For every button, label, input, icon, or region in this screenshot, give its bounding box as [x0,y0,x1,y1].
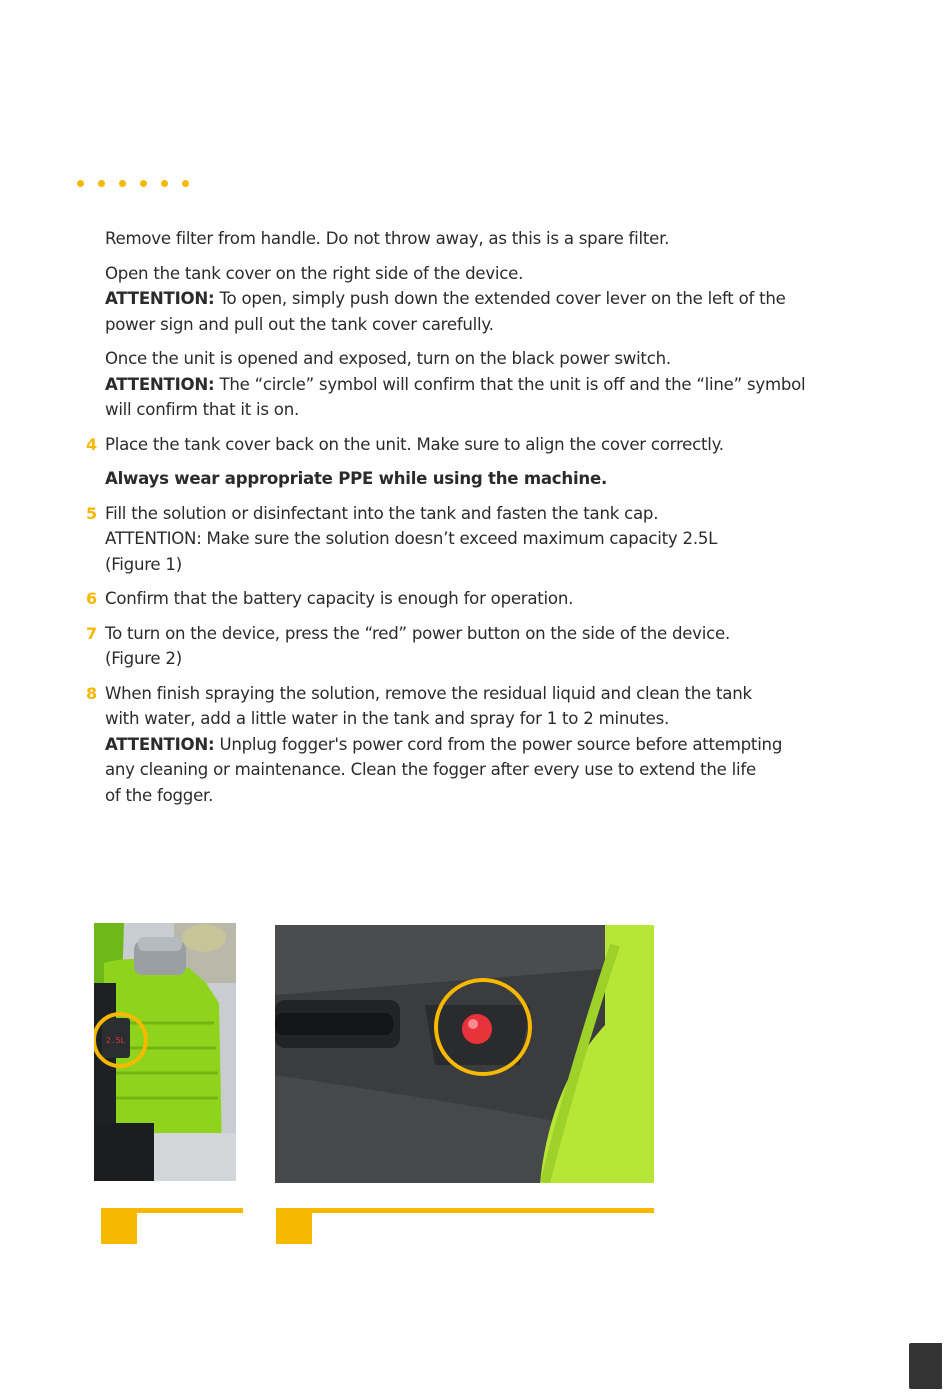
attention-note [105,372,864,398]
power-button-illustration [275,925,654,1183]
ppe-warning [84,466,864,492]
step-text: (Figure 2) [105,649,182,668]
instruction-steps [84,226,864,817]
step-text: To turn on the device, press the “red” power button on the side of the device. [105,623,730,643]
dot [140,180,147,187]
step-text: Open the tank cover on the right side of the device. [105,263,524,283]
step-open-tank-cover [84,261,864,338]
dot [182,180,189,187]
step-text: with water, add a little water in the tank and spray for 1 to 2 minutes. [105,709,670,728]
dot [119,180,126,187]
attention-text: The “circle” symbol will confirm that the unit is off and the “line” symbol [214,374,806,394]
ppe-warning-text: Always wear appropriate PPE while using the machine. [105,469,608,488]
attention-label: ATTENTION: [105,289,215,308]
step-text: Fill the solution or disinfectant into the tank and fasten the tank cap. [105,503,659,523]
step-text: (Figure 1) [105,554,182,574]
step-7 [84,621,864,672]
attention-text: of the fogger. [105,785,214,805]
dot [98,180,105,187]
decorative-dots [77,180,189,187]
tank-display-text: 2.5L [106,1036,126,1045]
step-number: 6 [86,589,98,608]
attention-label: ATTENTION: [105,734,215,754]
tank-illustration [94,923,236,1181]
figure-2-caption-line [276,1208,654,1213]
attention-text: any cleaning or maintenance. Clean the fogger after every use to extend the life [105,760,756,779]
step-remove-filter [84,226,864,252]
step-number: 5 [86,503,98,523]
step-text: When finish spraying the solution, remove the residual liquid and clean the tank [105,683,752,703]
attention-text: To open, simply push down the extended cover lever on the left of the [214,289,786,308]
step-text: Place the tank cover back on the unit. Make sure to align the cover correctly. [105,434,724,454]
step-number: 4 [86,434,98,454]
figure-2-caption-box [276,1208,312,1244]
step-text: Once the unit is opened and exposed, turn on the black power switch. [105,349,671,368]
figure-1-caption-box [101,1208,137,1244]
figure-2-power-button-photo [275,925,654,1183]
attention-label: ATTENTION: [105,374,215,394]
page-edge-tab [909,1343,942,1389]
attention-note [105,286,864,312]
dot [161,180,168,187]
attention-text: will confirm that it is on. [105,400,299,419]
dot [77,180,84,187]
step-5 [84,501,864,578]
figure-1-tank-photo [94,923,236,1181]
step-6 [84,586,864,612]
step-text: ATTENTION: Make sure the solution doesn’t exceed maximum capacity 2.5L [105,529,718,548]
step-4 [84,432,864,458]
step-number: 7 [86,623,98,643]
step-text: Remove filter from handle. Do not throw away, as this is a spare filter. [105,229,670,248]
step-text: Confirm that the battery capacity is enough for operation. [105,589,574,608]
step-power-switch [84,346,864,423]
attention-text: power sign and pull out the tank cover carefully. [105,314,494,334]
attention-note [105,732,864,758]
step-8 [84,681,864,809]
step-number: 8 [86,683,98,703]
attention-text: Unplug fogger's power cord from the power source before attempting [214,734,783,754]
